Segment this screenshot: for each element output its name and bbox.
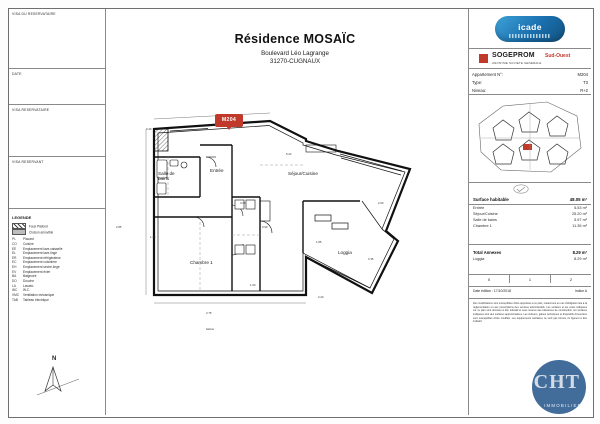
legend-item-label: Tableau électrique bbox=[23, 297, 49, 302]
surface-row-value: 11.35 m² bbox=[572, 224, 587, 228]
annexes-title: Total Annexes bbox=[473, 249, 502, 255]
visa-box-0 bbox=[9, 9, 105, 69]
legend-item-key: TAB bbox=[12, 297, 18, 302]
legend-item-key: LA bbox=[12, 283, 16, 288]
visa-box-0-label: VISA DU RESERVATAIRE bbox=[12, 12, 56, 16]
legend-item-key: BA bbox=[12, 274, 17, 279]
legend-item-key: CO bbox=[12, 241, 17, 246]
watermark-subtitle: IMMOBILIER bbox=[544, 403, 582, 408]
apartment-identity-table bbox=[469, 71, 591, 94]
residence-title: Résidence MOSAÏC bbox=[234, 32, 356, 46]
dimension-label: 0.90 bbox=[262, 225, 268, 229]
dimension-label: 2.60 bbox=[378, 201, 384, 205]
surface-row-value: 25.20 m² bbox=[572, 212, 587, 216]
identity-value: R+2 bbox=[580, 87, 588, 93]
legend-item-key: EL bbox=[12, 251, 16, 256]
title-block bbox=[150, 32, 440, 65]
surface-row-label: Chambre 1 bbox=[473, 224, 492, 228]
visa-box-2 bbox=[9, 105, 105, 157]
identity-key: Type: bbox=[472, 80, 483, 86]
right-panel bbox=[468, 9, 591, 415]
annexes-header bbox=[469, 248, 591, 256]
legend-item-label: Emplacement réfrigérateur bbox=[23, 255, 61, 260]
legend-title: LEGENDE bbox=[12, 215, 32, 220]
apartment-badge: M204 bbox=[215, 114, 243, 127]
legend-block bbox=[9, 215, 105, 302]
legend-item-key: EV bbox=[12, 269, 17, 274]
room-label: Séjour/Cuisine bbox=[288, 171, 318, 176]
surface-row bbox=[469, 223, 591, 229]
pagination-cell[interactable]: 1 bbox=[510, 275, 551, 283]
left-panel bbox=[9, 9, 106, 415]
address-line-1: Boulevard Léo Lagrange bbox=[261, 50, 329, 57]
identity-value: M204 bbox=[577, 72, 588, 78]
icade-logo-dots bbox=[509, 34, 551, 38]
site-plan-mini bbox=[469, 95, 591, 181]
room-label: Chambre 1 bbox=[190, 260, 213, 265]
surface-habitable-total: 48.05 m² bbox=[569, 197, 587, 202]
visa-box-3 bbox=[9, 157, 105, 209]
surface-rows bbox=[469, 205, 591, 229]
floor-plan bbox=[110, 105, 450, 355]
icade-logo-text: icade bbox=[518, 22, 542, 32]
pagination-box bbox=[469, 275, 591, 287]
dimension-label: 1.85 bbox=[316, 240, 322, 244]
legend-item-key: EC bbox=[12, 260, 17, 265]
legend-item-label: Lavabo bbox=[23, 283, 34, 288]
site-plan-box bbox=[469, 95, 591, 183]
sogeprom-subtitle: ANONYME SOCIETE GENERALE bbox=[492, 61, 542, 65]
visa-box-3-label: VISA RESERVANT bbox=[12, 160, 44, 164]
sogeprom-logo bbox=[479, 52, 581, 68]
visa-box-1 bbox=[9, 69, 105, 105]
pagination-cell[interactable]: 2 bbox=[569, 276, 573, 282]
legend-rows bbox=[12, 237, 102, 302]
surface-row-value: 5.97 m² bbox=[574, 218, 587, 222]
surface-habitable-title: Surface habitable bbox=[473, 197, 509, 202]
dimension-label: 2.20 bbox=[318, 295, 324, 299]
dimension-label: 3.40 bbox=[146, 127, 152, 131]
room-label: Entrée bbox=[210, 168, 224, 173]
legend-item-key: VMC bbox=[12, 292, 20, 297]
pagination-cell[interactable]: 0 bbox=[469, 275, 510, 283]
legend-item-key: ER bbox=[12, 255, 17, 260]
icade-logo bbox=[495, 16, 565, 42]
legend-item-label: Emplacement évier bbox=[23, 269, 51, 274]
sogeprom-square-icon bbox=[479, 54, 488, 63]
legend-item-label: W.C. bbox=[23, 288, 30, 293]
visa-box-2-label: VISA RESERVATAIRE bbox=[12, 108, 50, 112]
legal-box bbox=[469, 299, 591, 359]
room-label: Loggia bbox=[338, 250, 352, 255]
visa-box-1-label: DATE bbox=[12, 72, 22, 76]
legend-item-key: WC bbox=[12, 288, 18, 293]
identity-row bbox=[469, 71, 591, 79]
dimension-label: 3.35 bbox=[368, 257, 374, 261]
icade-logo-box bbox=[469, 9, 591, 49]
sogeprom-logo-box bbox=[469, 49, 591, 69]
address-line-2: 31270-CUGNAUX bbox=[269, 58, 321, 65]
seal-stamp-icon bbox=[513, 184, 529, 194]
dimension-label: 5.22 bbox=[286, 152, 292, 156]
annex-row bbox=[469, 256, 591, 262]
date-line bbox=[469, 287, 591, 294]
legal-text: Des modifications sont susceptibles d'être apportées à ce plan, notamment en cas d'obligation liée à la réglementation ou aux prescriptions des services administratifs. Les surfaces et les cotes indiquées sur ce plan sont données à titre indicatif et sous réserve des tolérances de construction, les surfaces indiquées sont des surfaces approximatives. Les cloisons, gaines techniques et dispositifs d'ouverture sont susceptibles d'être modifiés. Les équipements sanitaires ne sont pas fournis, ils figurent à titre indicatif. bbox=[473, 302, 587, 324]
surface-habitable-header bbox=[469, 195, 591, 204]
north-arrow bbox=[35, 357, 81, 397]
legend-item-label: Emplacement lave-linge bbox=[23, 251, 58, 256]
legend-cloison bbox=[12, 229, 102, 235]
room-label: Salle de bains bbox=[158, 171, 175, 181]
legend-item-key: EE bbox=[12, 246, 17, 251]
annex-row-value: 8.29 m² bbox=[574, 257, 587, 261]
surface-row-value: 5.53 m² bbox=[574, 206, 587, 210]
legend-item-key: EH bbox=[12, 265, 17, 270]
surface-habitable-box bbox=[469, 183, 591, 245]
identity-value: T3 bbox=[583, 80, 588, 86]
surface-row-label: Séjour/Cuisine bbox=[473, 212, 498, 216]
dimension-label: balcon bbox=[206, 327, 215, 331]
legend-item-label: Douche bbox=[23, 279, 34, 284]
identity-key: Niveau: bbox=[472, 87, 487, 93]
legend-item-label: Emplacement sèche-linge bbox=[23, 265, 60, 270]
solid-swatch-icon bbox=[12, 229, 26, 235]
watermark-initials: CHT bbox=[533, 371, 580, 393]
hatch-swatch-icon bbox=[12, 223, 26, 229]
dimension-label: 1.00 bbox=[250, 283, 256, 287]
annex-row-label: Loggia bbox=[473, 257, 485, 261]
date-edition: Date édition : 17/10/2018 bbox=[473, 288, 511, 293]
legend-item-label: Emplacement cuisinière bbox=[23, 260, 57, 265]
surface-row-label: Entrée bbox=[473, 206, 485, 210]
annexes-total: 8.29 m² bbox=[572, 249, 587, 255]
dimension-label: 3.75 bbox=[206, 311, 212, 315]
identity-row bbox=[469, 79, 591, 87]
sogeprom-name: SOGEPROM bbox=[492, 52, 535, 59]
legend-item-label: Cuisine bbox=[23, 241, 34, 246]
apartment-identity-box bbox=[469, 69, 591, 95]
north-arrow-label: N bbox=[52, 356, 57, 362]
legend-item-label: Ventilation mécanique bbox=[23, 292, 55, 297]
dimension-label: 3.05 bbox=[240, 201, 246, 205]
legend-item-key: PL bbox=[12, 237, 16, 242]
legend-faux-plafond-label: Faux Plafond bbox=[29, 224, 48, 229]
pagination-row bbox=[469, 275, 591, 283]
annexes-rows bbox=[469, 256, 591, 262]
date-box bbox=[469, 287, 591, 299]
legend-cloison-label: Cloison amovible bbox=[29, 230, 54, 235]
legend-item bbox=[12, 298, 102, 303]
identity-key: Appartement N°: bbox=[472, 72, 504, 78]
dimension-label: 1.20 bbox=[150, 235, 156, 239]
legend-item-label: Emplacement lave-vaisselle bbox=[23, 246, 63, 251]
legend-item-label: Placard bbox=[23, 237, 34, 242]
identity-row bbox=[469, 87, 591, 95]
indice: Indice A bbox=[574, 288, 587, 293]
legend-item-label: Baignoire bbox=[23, 274, 37, 279]
legend-item-key: DO bbox=[12, 279, 17, 284]
annexes-box bbox=[469, 245, 591, 275]
dimension-label: 2.85 bbox=[116, 225, 122, 229]
surface-row-label: Salle de bains bbox=[473, 218, 497, 222]
sogeprom-suffix: Sud-Ouest bbox=[545, 53, 571, 59]
watermark-cht bbox=[508, 358, 586, 414]
